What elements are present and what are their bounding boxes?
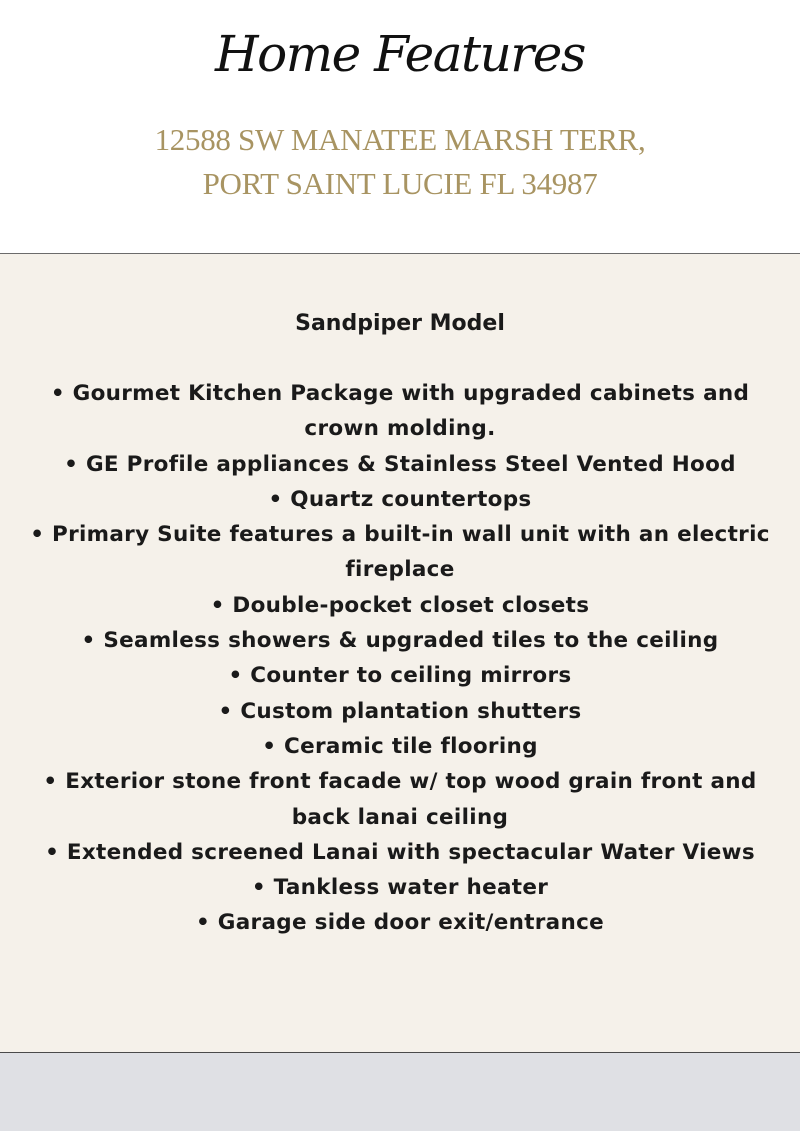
feature-item: • Counter to ceiling mirrors bbox=[228, 663, 572, 689]
feature-item: • Primary Suite features a built-in wall unit with an electric fireplace bbox=[30, 522, 770, 583]
address-line-1: 12588 SW MANATEE MARSH TERR, bbox=[154, 122, 646, 157]
feature-list bbox=[20, 376, 780, 941]
feature-item: • Quartz countertops bbox=[268, 486, 532, 512]
feature-item: • Garage side door exit/entrance bbox=[195, 910, 605, 936]
footer-band bbox=[0, 1053, 800, 1131]
page-title: Home Features bbox=[215, 25, 585, 83]
feature-item: • Ceramic tile flooring bbox=[262, 733, 538, 759]
feature-item: • Double-pocket closet closets bbox=[210, 592, 590, 618]
feature-item: • Extended screened Lanai with spectacular Water Views bbox=[45, 839, 755, 865]
property-address bbox=[0, 118, 800, 206]
document-header bbox=[0, 0, 800, 253]
feature-item: • Custom plantation shutters bbox=[218, 698, 582, 724]
model-name: Sandpiper Model bbox=[295, 311, 505, 336]
feature-item: • Gourmet Kitchen Package with upgraded cabinets and crown molding. bbox=[50, 381, 750, 442]
feature-item: • Exterior stone front facade w/ top wood grain front and back lanai ceiling bbox=[43, 769, 757, 830]
address-line-2: PORT SAINT LUCIE FL 34987 bbox=[202, 166, 598, 201]
feature-item: • GE Profile appliances & Stainless Steel Vented Hood bbox=[64, 451, 736, 477]
features-panel bbox=[0, 254, 800, 1052]
feature-item: • Seamless showers & upgraded tiles to the ceiling bbox=[81, 628, 719, 654]
feature-item: • Tankless water heater bbox=[251, 875, 549, 901]
